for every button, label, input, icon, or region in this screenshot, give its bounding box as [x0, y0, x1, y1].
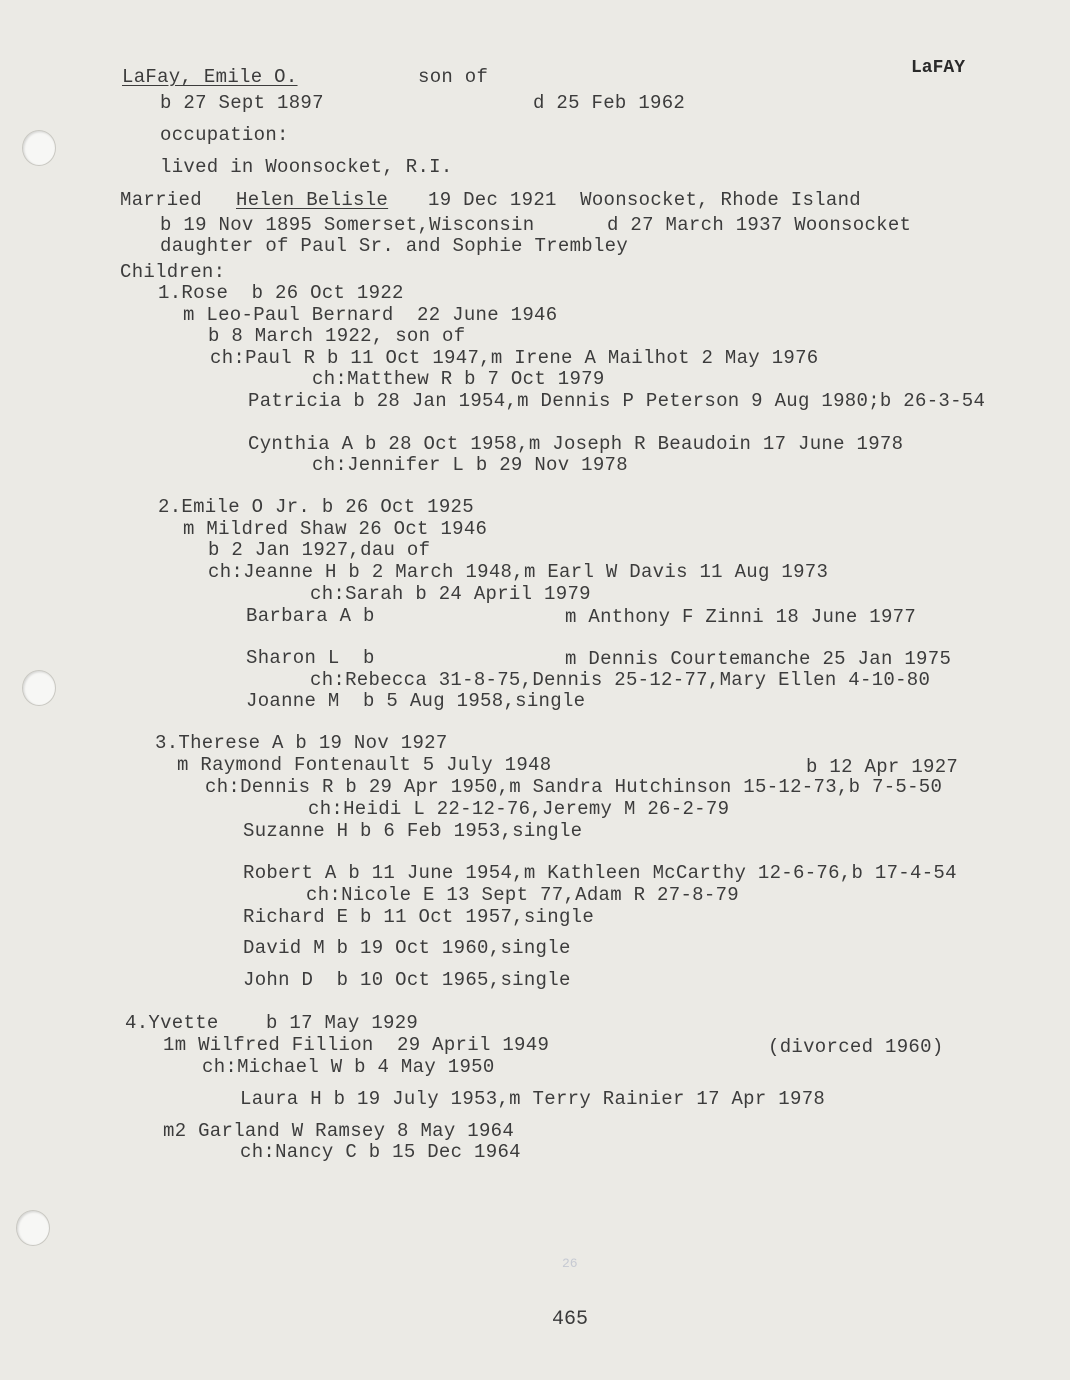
- binder-hole-middle: [22, 670, 56, 706]
- child2-line4a: Sharon L b: [246, 647, 375, 669]
- child2-line4b: m Dennis Courtemanche 25 Jan 1975: [565, 648, 952, 670]
- spouse-name: Helen Belisle: [236, 189, 389, 211]
- child2-line3b: m Anthony F Zinni 18 June 1977: [565, 606, 917, 628]
- spouse-parents: daughter of Paul Sr. and Sophie Trembley: [160, 235, 629, 257]
- child2-line6: Joanne M b 5 Aug 1958,single: [246, 690, 586, 712]
- child4-line1: ch:Michael W b 4 May 1950: [202, 1056, 495, 1078]
- child2-spouse-birth: b 2 Jan 1927,dau of: [208, 539, 431, 561]
- child3-line1: ch:Dennis R b 29 Apr 1950,m Sandra Hutchinson 15-12-73,b 7-5-50: [205, 776, 943, 798]
- marriage-details: 19 Dec 1921 Woonsocket, Rhode Island: [428, 189, 861, 211]
- subject-occupation: occupation:: [160, 124, 289, 146]
- child4-name: 4.Yvette: [125, 1012, 219, 1034]
- binder-hole-top: [22, 130, 56, 166]
- child3-line4: Robert A b 11 June 1954,m Kathleen McCarthy 12-6-76,b 17-4-54: [243, 862, 957, 884]
- binder-hole-bottom: [16, 1210, 50, 1246]
- child3-line5: ch:Nicole E 13 Sept 77,Adam R 27-8-79: [306, 884, 739, 906]
- child2-line1: ch:Jeanne H b 2 March 1948,m Earl W Davis 11 Aug 1973: [208, 561, 829, 583]
- subject-name: LaFay, Emile O.: [122, 66, 298, 88]
- child3-spouse-birth: b 12 Apr 1927: [806, 756, 959, 778]
- child4-line2: Laura H b 19 July 1953,m Terry Rainier 17 Apr 1978: [240, 1088, 826, 1110]
- child1-head: 1.Rose b 26 Oct 1922: [158, 282, 404, 304]
- spouse-death: d 27 March 1937 Woonsocket: [607, 214, 912, 236]
- subject-birth: b 27 Sept 1897: [160, 92, 324, 114]
- child4-divorce: (divorced 1960): [768, 1036, 944, 1058]
- subject-death: d 25 Feb 1962: [533, 92, 686, 114]
- child3-line7: David M b 19 Oct 1960,single: [243, 937, 571, 959]
- marriage-label: Married: [120, 189, 202, 211]
- child2-line2: ch:Sarah b 24 April 1979: [310, 583, 591, 605]
- child2-line3a: Barbara A b: [246, 605, 375, 627]
- child1-marriage: m Leo-Paul Bernard 22 June 1946: [183, 304, 558, 326]
- child3-line8: John D b 10 Oct 1965,single: [243, 969, 571, 991]
- page-number: 465: [552, 1308, 589, 1331]
- subject-residence: lived in Woonsocket, R.I.: [160, 156, 453, 178]
- child3-head: 3.Therese A b 19 Nov 1927: [155, 732, 448, 754]
- child1-line3: Patricia b 28 Jan 1954,m Dennis P Peterson 9 Aug 1980;b 26-3-54: [248, 390, 986, 412]
- child3-line6: Richard E b 11 Oct 1957,single: [243, 906, 595, 928]
- child1-line2: ch:Matthew R b 7 Oct 1979: [312, 368, 605, 390]
- child1-line1: ch:Paul R b 11 Oct 1947,m Irene A Mailhot 2 May 1976: [210, 347, 819, 369]
- child2-head: 2.Emile O Jr. b 26 Oct 1925: [158, 496, 474, 518]
- subject-parentage: son of: [418, 66, 489, 88]
- child3-line2: ch:Heidi L 22-12-76,Jeremy M 26-2-79: [308, 798, 730, 820]
- child2-line5: ch:Rebecca 31-8-75,Dennis 25-12-77,Mary Ellen 4-10-80: [310, 669, 931, 691]
- child3-line3: Suzanne H b 6 Feb 1953,single: [243, 820, 583, 842]
- pencil-mark: 26: [562, 1256, 578, 1271]
- child4-marriage2: m2 Garland W Ramsey 8 May 1964: [163, 1120, 515, 1142]
- child1-line4: Cynthia A b 28 Oct 1958,m Joseph R Beaudoin 17 June 1978: [248, 433, 904, 455]
- child4-marriage1: 1m Wilfred Fillion 29 April 1949: [163, 1034, 550, 1056]
- surname-tag: LaFAY: [911, 58, 966, 78]
- child3-marriage: m Raymond Fontenault 5 July 1948: [177, 754, 552, 776]
- child4-line3: ch:Nancy C b 15 Dec 1964: [240, 1141, 521, 1163]
- child4-birth: b 17 May 1929: [266, 1012, 419, 1034]
- child2-marriage: m Mildred Shaw 26 Oct 1946: [183, 518, 488, 540]
- child1-spouse-birth: b 8 March 1922, son of: [208, 325, 466, 347]
- spouse-birth: b 19 Nov 1895 Somerset,Wisconsin: [160, 214, 535, 236]
- children-label: Children:: [120, 261, 226, 283]
- child1-line5: ch:Jennifer L b 29 Nov 1978: [312, 454, 628, 476]
